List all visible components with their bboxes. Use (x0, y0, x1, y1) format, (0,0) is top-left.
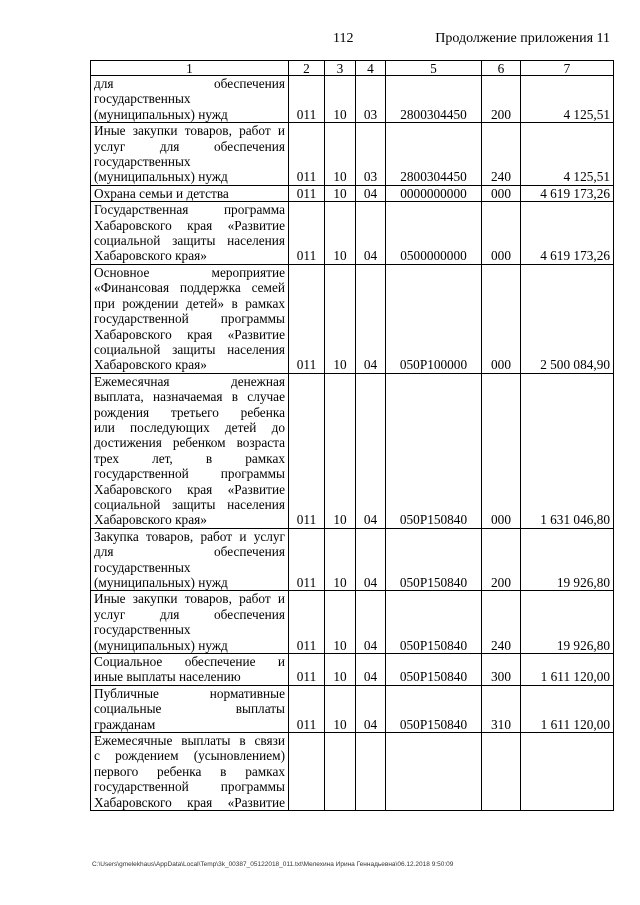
cell-section (325, 733, 356, 811)
column-header: 5 (386, 61, 482, 76)
description-line: Иные закупки товаров, работ и (94, 123, 285, 139)
cell-subsection: 04 (356, 654, 386, 686)
cell-amount: 4 619 173,26 (521, 185, 614, 201)
cell-target-article: 2800304450 (386, 76, 482, 123)
cell-gr: 011 (289, 528, 325, 591)
row-description (91, 202, 289, 265)
description-line: государственных (94, 622, 191, 638)
cell-amount: 1 631 046,80 (521, 373, 614, 528)
cell-section: 10 (325, 185, 356, 201)
description-line: услуг для обеспечения (94, 138, 285, 154)
row-description (91, 123, 289, 186)
column-header: 4 (356, 61, 386, 76)
cell-target-article: 050Р150840 (386, 528, 482, 591)
cell-amount: 19 926,80 (521, 528, 614, 591)
column-header: 6 (482, 61, 521, 76)
cell-gr: 011 (289, 591, 325, 654)
row-description (91, 185, 289, 201)
description-line: государственных (94, 154, 191, 170)
cell-section: 10 (325, 685, 356, 732)
cell-amount: 1 611 120,00 (521, 654, 614, 686)
description-line: Закупка товаров, работ и услуг (94, 528, 285, 544)
description-line: трех лет, в рамках (94, 450, 285, 466)
table-row (91, 591, 614, 654)
cell-expense-type: 000 (482, 264, 521, 373)
description-line: гражданам (94, 716, 156, 732)
column-header: 3 (325, 61, 356, 76)
column-header: 1 (91, 61, 289, 76)
description-line: государственной программы (94, 466, 285, 482)
description-line: Ежемесячные выплаты в связи (94, 733, 285, 749)
description-line: государственной программы (94, 311, 285, 327)
table-row (91, 264, 614, 373)
cell-section: 10 (325, 528, 356, 591)
row-description (91, 264, 289, 373)
description-line: услуг для обеспечения (94, 606, 285, 622)
description-line: при рождении детей» в рамках (94, 295, 285, 311)
description-line: рождения третьего ребенка (94, 404, 285, 420)
table-row (91, 76, 614, 123)
description-line: выплата, назначаемая в случае (94, 389, 285, 405)
description-line: (муниципальных) нужд (94, 637, 228, 653)
cell-section: 10 (325, 76, 356, 123)
cell-subsection: 04 (356, 591, 386, 654)
cell-target-article: 050Р150840 (386, 591, 482, 654)
description-line: иные выплаты населению (94, 669, 241, 685)
cell-expense-type: 240 (482, 123, 521, 186)
page-number: 112 (333, 31, 354, 46)
cell-subsection: 04 (356, 685, 386, 732)
cell-target-article (386, 733, 482, 811)
description-line: (муниципальных) нужд (94, 106, 228, 122)
cell-gr: 011 (289, 654, 325, 686)
description-line: социальные выплаты (94, 701, 285, 717)
row-description (91, 685, 289, 732)
row-description (91, 373, 289, 528)
row-description (91, 591, 289, 654)
cell-amount: 4 125,51 (521, 123, 614, 186)
cell-subsection: 04 (356, 185, 386, 201)
column-header: 2 (289, 61, 325, 76)
description-line: Иные закупки товаров, работ и (94, 591, 285, 607)
description-line: Хабаровского края «Развитие (94, 794, 285, 810)
description-line: Социальное обеспечение и (94, 654, 285, 670)
cell-target-article: 0500000000 (386, 202, 482, 265)
description-line: государственной программы (94, 779, 285, 795)
cell-expense-type (482, 733, 521, 811)
description-line: Хабаровского края «Развитие (94, 326, 285, 342)
cell-gr: 011 (289, 264, 325, 373)
table-row (91, 373, 614, 528)
description-line: Государственная программа (94, 202, 285, 218)
cell-gr: 011 (289, 123, 325, 186)
cell-section: 10 (325, 123, 356, 186)
cell-amount: 1 611 120,00 (521, 685, 614, 732)
cell-gr: 011 (289, 185, 325, 201)
description-line: социальной защиты населения (94, 233, 285, 249)
description-line: Основное мероприятие (94, 264, 285, 280)
cell-gr: 011 (289, 685, 325, 732)
cell-subsection: 04 (356, 373, 386, 528)
cell-section: 10 (325, 264, 356, 373)
cell-expense-type: 000 (482, 373, 521, 528)
row-description (91, 654, 289, 686)
cell-amount: 4 619 173,26 (521, 202, 614, 265)
description-line: достижения ребенком возраста (94, 435, 285, 451)
description-line: (муниципальных) нужд (94, 169, 228, 185)
column-header: 7 (521, 61, 614, 76)
description-line: с рождением (усыновлением) (94, 748, 285, 764)
description-line: первого ребенка в рамках (94, 763, 285, 779)
table-row (91, 733, 614, 811)
description-line: Ежемесячная денежная (94, 373, 285, 389)
description-line: Хабаровского края «Развитие (94, 481, 285, 497)
cell-subsection: 03 (356, 123, 386, 186)
cell-subsection: 04 (356, 528, 386, 591)
description-line: Хабаровского края» (94, 248, 207, 264)
cell-gr (289, 733, 325, 811)
table-row (91, 654, 614, 686)
table-row (91, 185, 614, 201)
row-description (91, 733, 289, 811)
cell-expense-type: 240 (482, 591, 521, 654)
cell-target-article: 050Р150840 (386, 373, 482, 528)
appendix-note: Продолжение приложения 11 (435, 31, 610, 46)
table-header-row (91, 61, 614, 76)
description-line: Хабаровского края» (94, 357, 207, 373)
description-line: (муниципальных) нужд (94, 575, 228, 590)
description-line: Публичные нормативные (94, 685, 285, 701)
description-line: государственных (94, 559, 191, 575)
row-description (91, 528, 289, 591)
cell-section: 10 (325, 591, 356, 654)
description-line: или последующих детей до (94, 419, 285, 435)
cell-target-article: 050Р150840 (386, 654, 482, 686)
cell-amount: 19 926,80 (521, 591, 614, 654)
cell-expense-type: 000 (482, 185, 521, 201)
table-row (91, 685, 614, 732)
cell-expense-type: 300 (482, 654, 521, 686)
cell-target-article: 050Р100000 (386, 264, 482, 373)
cell-gr: 011 (289, 202, 325, 265)
cell-target-article: 2800304450 (386, 123, 482, 186)
cell-expense-type: 200 (482, 76, 521, 123)
cell-subsection (356, 733, 386, 811)
cell-amount: 2 500 084,90 (521, 264, 614, 373)
description-line: для обеспечения (94, 544, 285, 560)
cell-amount (521, 733, 614, 811)
cell-target-article: 0000000000 (386, 185, 482, 201)
description-line: социальной защиты населения (94, 496, 285, 512)
description-line: социальной защиты населения (94, 341, 285, 357)
description-line: Хабаровского края» (94, 512, 207, 528)
cell-subsection: 04 (356, 264, 386, 373)
table-row (91, 528, 614, 591)
table-body (91, 76, 614, 811)
cell-expense-type: 310 (482, 685, 521, 732)
cell-gr: 011 (289, 76, 325, 123)
table-row (91, 202, 614, 265)
description-line: Охрана семьи и детства (94, 185, 229, 201)
row-description (91, 76, 289, 123)
description-line: государственных (94, 91, 191, 107)
cell-target-article: 050Р150840 (386, 685, 482, 732)
footer-file-path: C:\Users\gmelekhaus\AppData\Local\Temp\3k_00387_05122018_011.txt\Мелехина Ирина Геннадьевна\06.12.2018 9:50:09 (92, 861, 454, 868)
cell-section: 10 (325, 202, 356, 265)
cell-section: 10 (325, 654, 356, 686)
description-line: «Финансовая поддержка семей (94, 280, 285, 296)
cell-amount: 4 125,51 (521, 76, 614, 123)
cell-subsection: 04 (356, 202, 386, 265)
budget-table (90, 60, 614, 811)
cell-expense-type: 200 (482, 528, 521, 591)
description-line: для обеспечения (94, 76, 285, 91)
cell-expense-type: 000 (482, 202, 521, 265)
cell-section: 10 (325, 373, 356, 528)
cell-subsection: 03 (356, 76, 386, 123)
table-row (91, 123, 614, 186)
description-line: Хабаровского края «Развитие (94, 217, 285, 233)
cell-gr: 011 (289, 373, 325, 528)
